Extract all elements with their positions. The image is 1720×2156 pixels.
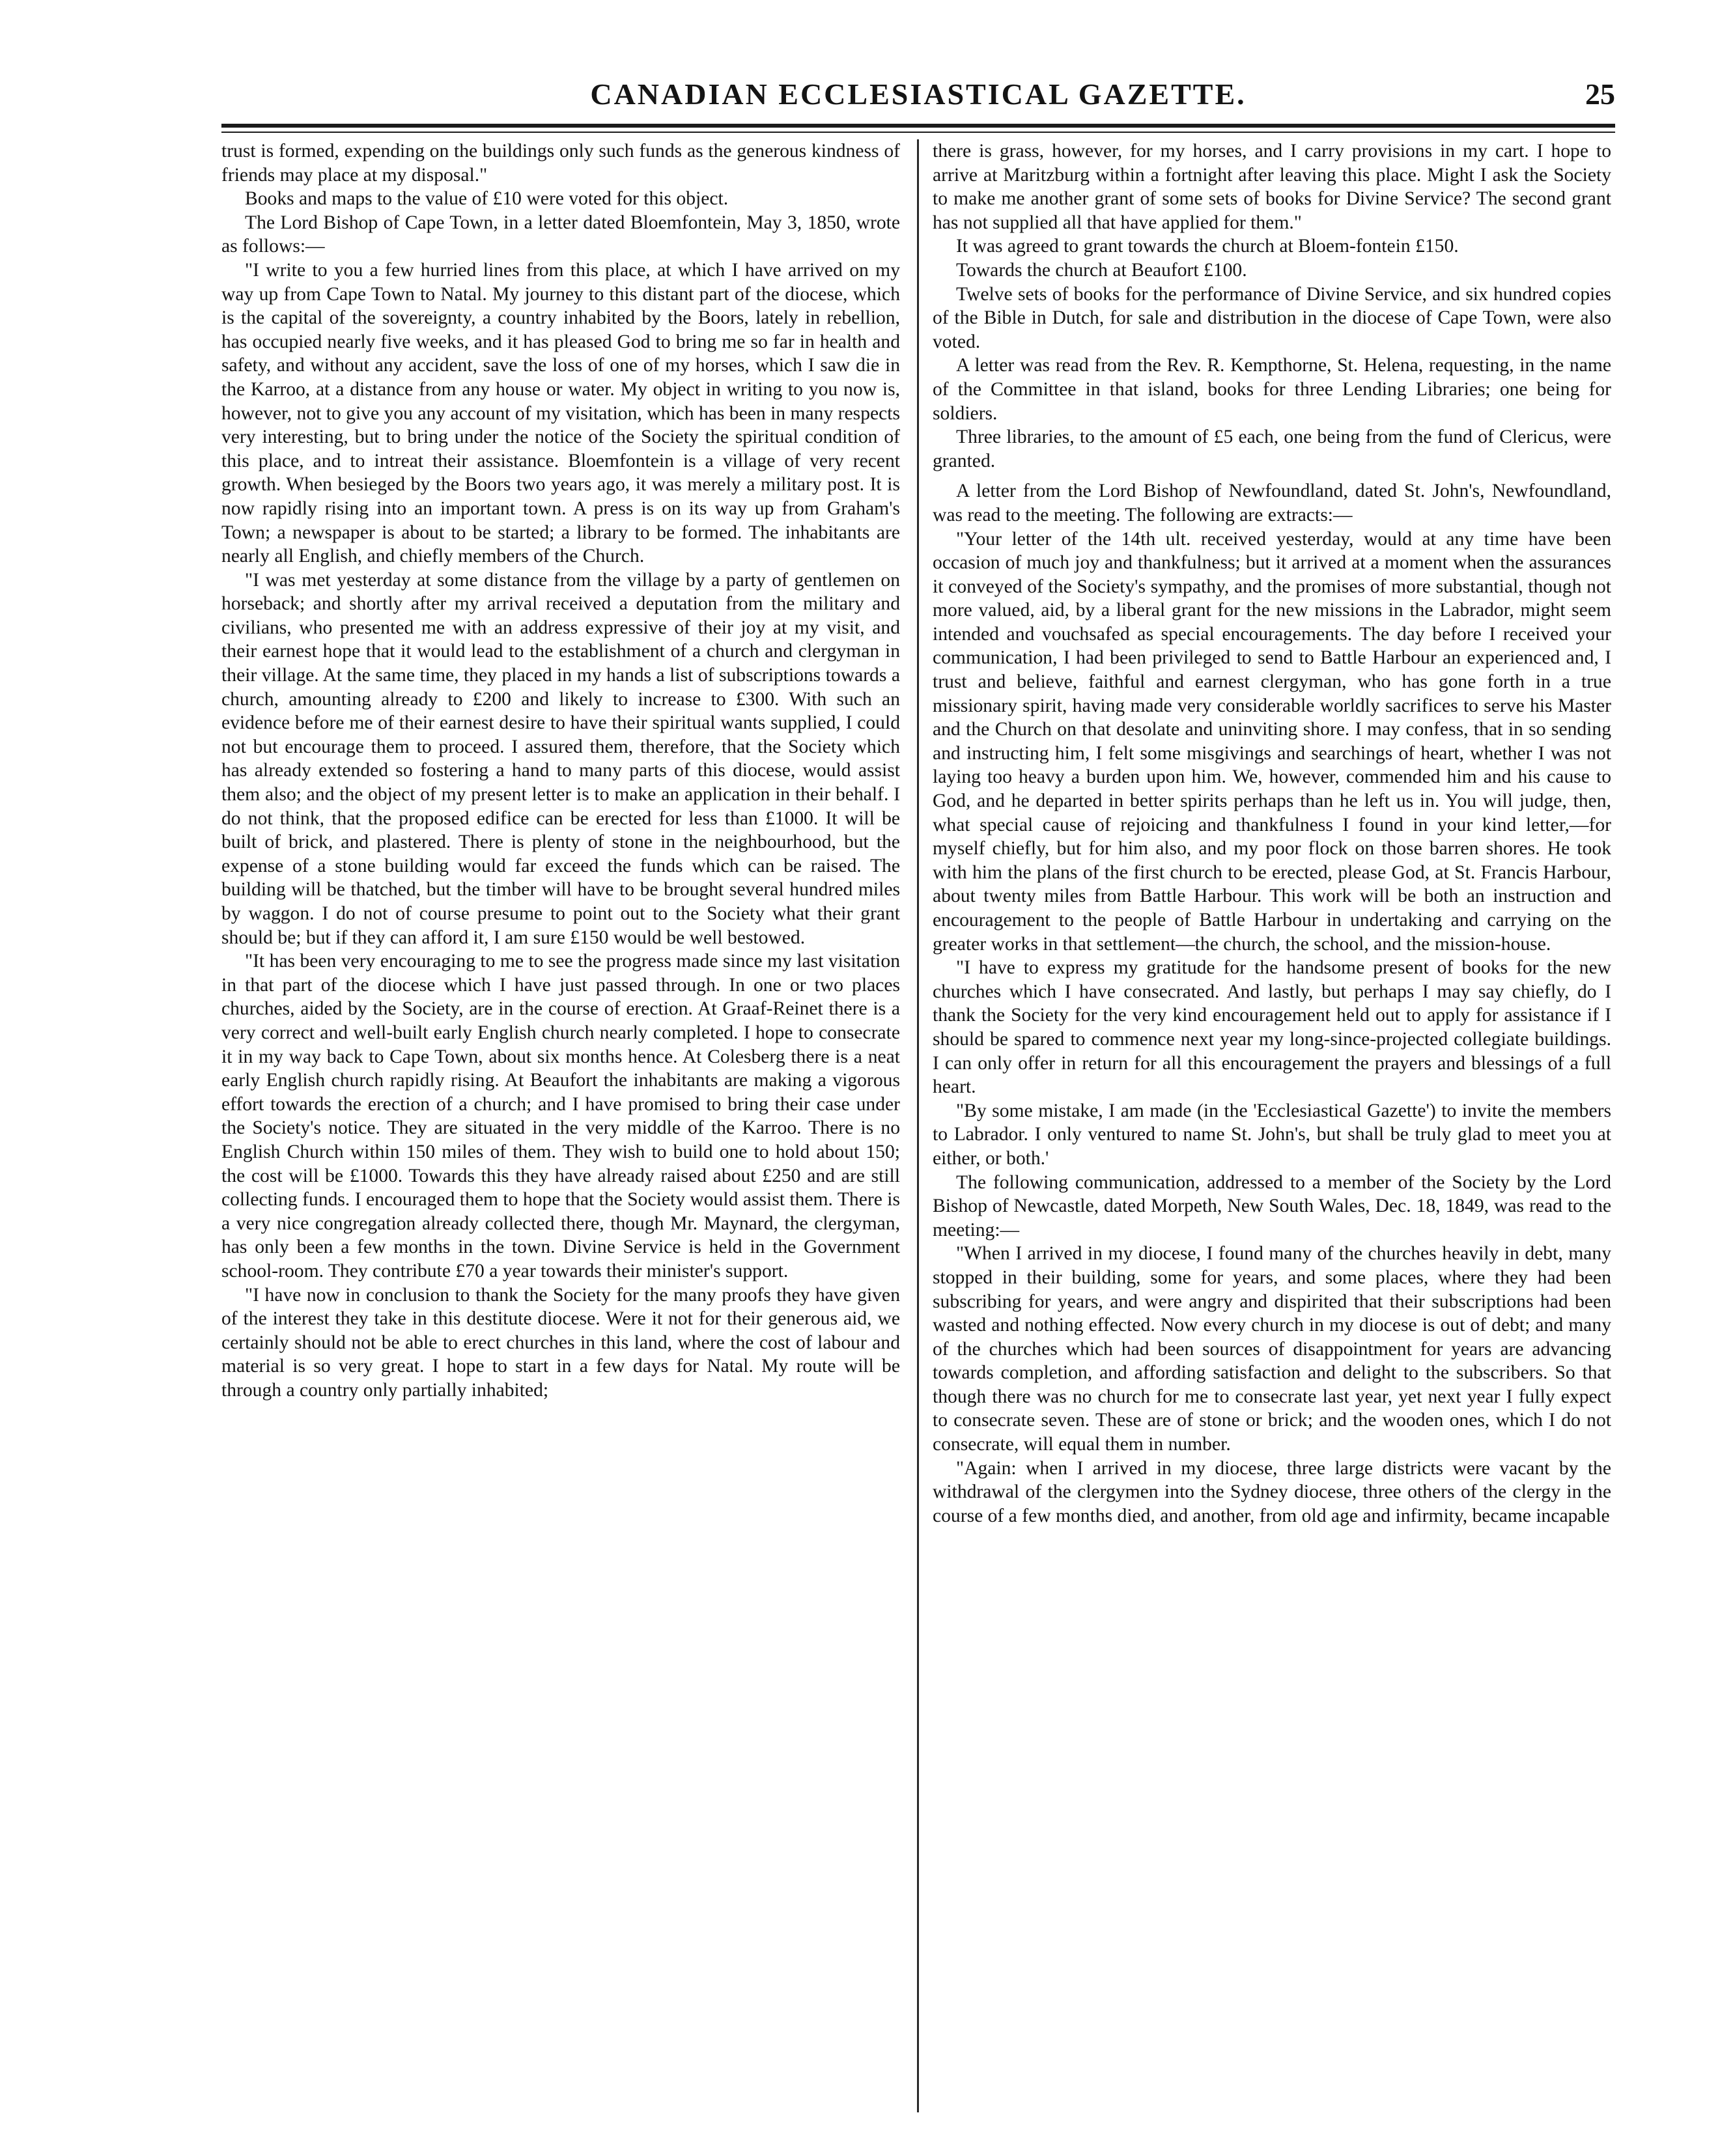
paragraph: A letter from the Lord Bishop of Newfoundland, dated St. John's, Newfoundland, was read to the meeting. The following are extracts:— [933,481,1611,525]
paragraph: The following communication, addressed to a member of the Society by the Lord Bishop of Newcastle, dated Morpeth, New South Wales, Dec. 18, 1849, was read to the meeting:— [933,1171,1611,1240]
paragraph: "When I arrived in my diocese, I found many of the churches heavily in debt, many stopped in their building, some for years, and some places, where they had been subscribing for years, and were angry and dispirited that their subscriptions had been wasted and nothing effected. Now every church in my diocese is out of debt; and many of the churches which had been sources of disappointment for years are advancing towards completion, and affording satisfaction and delight to the subscribers. So that though there was no church for me to consecrate last year, yet next year I fully expect to consecrate seven. These are of stone or brick; and the wooden ones, which I do not consecrate, will equal them in number. [933,1243,1611,1455]
paragraph: "I have to express my gratitude for the handsome present of books for the new churches which I have consecrated. And lastly, but perhaps I may say chiefly, do I thank the Society for the very kind encouragement held out to apply for assistance if I should be spared to commence next year my long-since-projected collegiate buildings. I can only offer in return for all this encouragement the prayers and blessings of a full heart. [933,957,1611,1098]
paragraph: "I have now in conclusion to thank the Society for the many proofs they have given of the interest they take in this destitute diocese. Were it not for their generous aid, we certainly should not be able to erect churches in this land, where the cost of labour and material is so very great. I hope to start in a few days for Natal. My route will be through a country only partially inhabited; [221,1284,900,1401]
header-rule-thick [221,124,1615,128]
page-header [221,77,1615,124]
column-divider [917,139,919,2112]
paragraph: Books and maps to the value of £10 were voted for this object. [245,188,729,210]
paragraph: "Again: when I arrived in my diocese, three large districts were vacant by the withdrawal of the clergymen into the Sydney diocese, three others of the clergy in the course of a few months died, and another, from old age and infirmity, became incapable [933,1457,1611,1526]
running-title: CANADIAN ECCLESIASTICAL GAZETTE. [590,77,1247,111]
left-column [221,139,900,2112]
paragraph: "I was met yesterday at some distance from the village by a party of gentlemen on horseback; and shortly after my arrival received a deputation from the military and civilians, who presented me with an address expressive of their joy at my visit, and their earnest hope that it would lead to the establishment of a church and clergyman in their village. At the same time, they placed in my hands a list of subscriptions towards a church, amounting already to £200 and likely to increase to £300. With such an evidence before me of their earnest desire to have their spiritual wants supplied, I could not but encourage them to proceed. I assured them, therefore, that the Society which has already extended so fostering a hand to many parts of this diocese, would assist them also; and the object of my present letter is to make an application in their behalf. I do not think, that the proposed edifice can be erected for less than £1000. It will be built of brick, and plastered. There is plenty of stone in the neighbourhood, but the expense of a stone building would far exceed the funds which can be raised. The building will be thatched, but the timber will have to be brought several hundred miles by waggon. I do not of course presume to point out to the Society what their grant should be; but if they can afford it, I am sure £150 would be well bestowed. [221,569,900,948]
paragraph: "Your letter of the 14th ult. received yesterday, would at any time have been occasion of much joy and thankfulness; but it arrived at a moment when the assurances it conveyed of the Society's sympathy, and the promises of more substantial, though not more valued, aid, by a liberal grant for the new missions in the Labrador, might seem intended and vouchsafed as special encouragements. The day before I received your communication, I had been privileged to send to Battle Harbour an experienced and, I trust and believe, faithful and earnest clergyman, who has gone forth in a true missionary spirit, having made very considerable worldly sacrifices to serve his Master and the Church on that desolate and uninviting shore. I may confess, that in so sending and instructing him, I felt some misgivings and searchings of heart, whether I was not laying too heavy a burden upon him. We, however, commended him and his cause to God, and he departed in better spirits perhaps than he left us in. You will judge, then, what special cause of rejoicing and thankfulness I found in your kind letter,—for myself chiefly, but for him also, and my poor flock on those barren shores. He took with him the plans of the first church to be erected, please God, at St. Francis Harbour, about twenty miles from Battle Harbour. This work will be both an instruction and encouragement to the people of Battle Harbour in undertaking and carrying on the greater works in that settlement—the church, the school, and the mission-house. [933,528,1611,955]
paragraph: A letter was read from the Rev. R. Kempthorne, St. Helena, requesting, in the name of the Committee in that island, books for three Lending Libraries; one being for soldiers. [933,355,1611,424]
page-number: 25 [1585,77,1615,111]
paragraph: "By some mistake, I am made (in the 'Ecclesiastical Gazette') to invite the members to Labrador. I only ventured to name St. John's, but shall be truly glad to meet you at either, or both.' [933,1100,1611,1169]
paragraph: there is grass, however, for my horses, and I carry provisions in my cart. I hope to arrive at Maritzburg within a fortnight after leaving this place. Might I ask the Society to make me another grant of some sets of books for Divine Service? The second grant has not supplied all that have applied for them." [933,141,1611,233]
header-rule-thin [221,132,1615,133]
right-column [933,139,1611,2112]
paragraph: "I write to you a few hurried lines from this place, at which I have arrived on my way up from Cape Town to Natal. My journey to this distant part of the diocese, which is the capital of the sovereignty, a country inhabited by the Boors, lately in rebellion, has occupied nearly five weeks, and it has pleased God to bring me so far in health and safety, and without any accident, save the loss of one of my horses, which I saw die in the Karroo, at a distance from any house or water. My object in writing to you now is, however, not to give you any account of my visitation, which has been in many respects very interesting, but to bring under the notice of the Society the spiritual condition of this place, and to intreat their assistance. Bloemfontein is a village of very recent growth. When besieged by the Boors two years ago, it was merely a military post. It is now rapidly rising into an important town. A press is on its way up from Graham's Town; a newspaper is about to be started; a library to be formed. The inhabitants are nearly all English, and chiefly members of the Church. [221,259,900,567]
paragraph: It was agreed to grant towards the church at Bloem-fontein £150. [956,236,1459,257]
paragraph: trust is formed, expending on the buildings only such funds as the generous kindness of friends may place at my disposal." [221,141,900,186]
paragraph: Towards the church at Beaufort £100. [956,259,1247,281]
paragraph: Three libraries, to the amount of £5 each, one being from the fund of Clericus, were granted. [933,427,1611,471]
paragraph: The Lord Bishop of Cape Town, in a letter dated Bloemfontein, May 3, 1850, wrote as follows:— [221,212,900,257]
paragraph: Twelve sets of books for the performance of Divine Service, and six hundred copies of the Bible in Dutch, for sale and distribution in the diocese of Cape Town, were also voted. [933,283,1611,352]
paragraph: "It has been very encouraging to me to see the progress made since my last visitation in that part of the diocese which I have just passed through. In one or two places churches, aided by the Society, are in the course of erection. At Graaf-Reinet there is a very correct and well-built early English church nearly completed. I hope to consecrate it in my way back to Cape Town, about six months hence. At Colesberg there is a neat early English church rapidly rising. At Beaufort the inhabitants are making a vigorous effort towards the erection of a church; and I have promised to bring their case under the Society's notice. They are situated in the very middle of the Karroo. There is no English Church within 150 miles of them. They wish to build one to hold about 150; the cost will be £1000. Towards this they have already raised about £250 and are still collecting funds. I encouraged them to hope that the Society would assist them. There is a very nice congregation already collected there, though Mr. Maynard, the clergyman, has only been a few months in the town. Divine Service is held in the Government school-room. They contribute £70 a year towards their minister's support. [221,951,900,1281]
